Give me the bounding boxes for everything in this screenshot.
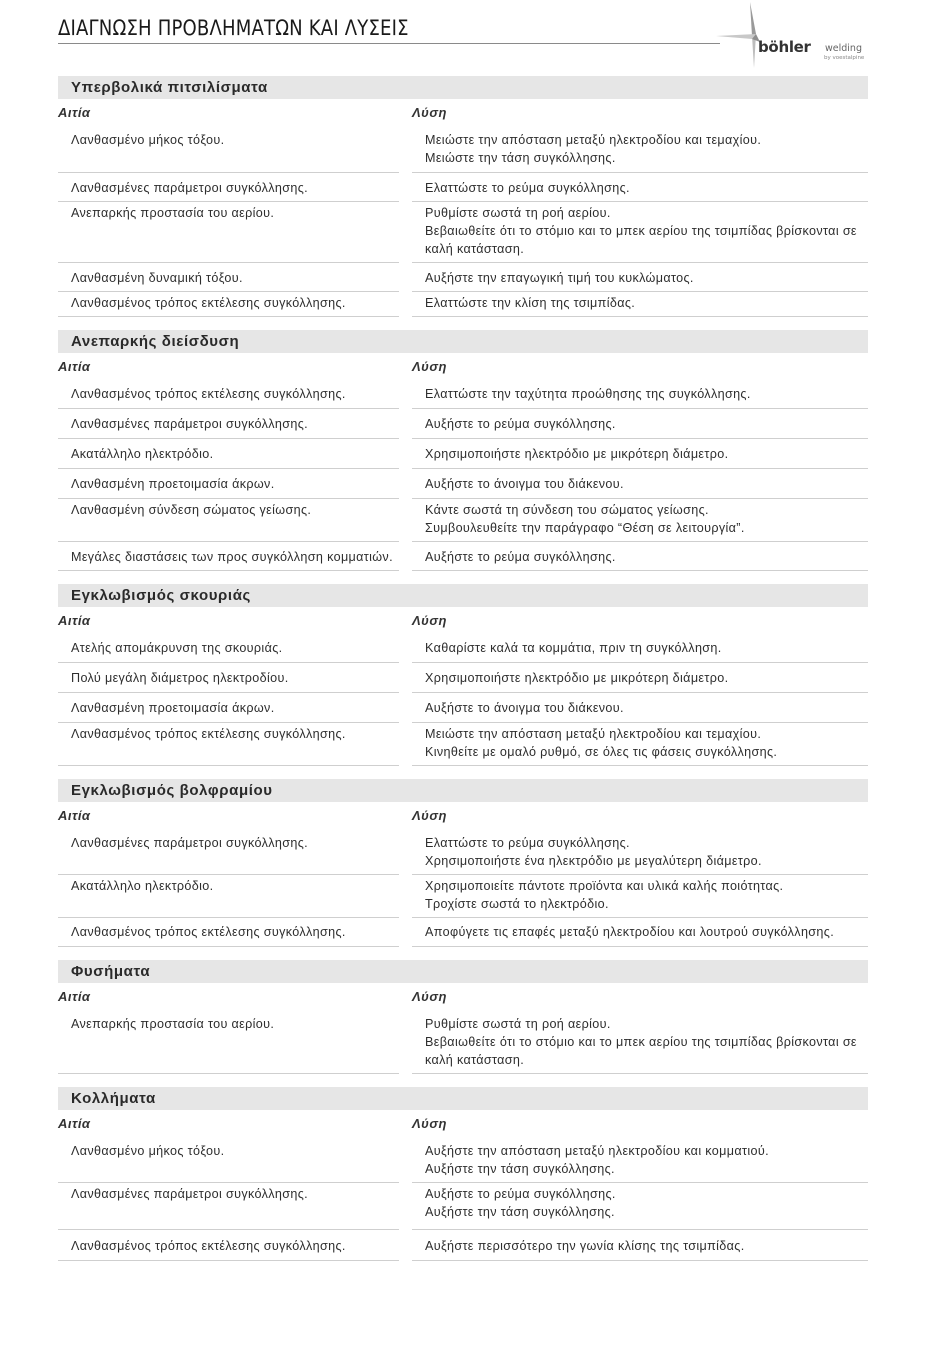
table-row — [58, 918, 868, 947]
cause-cell — [58, 263, 399, 292]
solution-cell — [412, 263, 868, 292]
cause-cell-text: Ανεπαρκής προστασία του αερίου. — [71, 206, 275, 220]
cause-cell — [58, 633, 399, 663]
table-row — [58, 633, 868, 663]
solution-cell-text: Αυξήστε το ρεύμα συγκόλλησης. — [425, 417, 616, 431]
solution-cell — [412, 1136, 868, 1183]
table-row — [58, 1183, 868, 1230]
cause-column-header: Αιτία — [58, 358, 91, 374]
solution-cell-text: Αυξήστε την επαγωγική τιμή του κυκλώματος. — [425, 271, 694, 285]
cause-cell-text: Λανθασμένος τρόπος εκτέλεσης συγκόλλησης. — [71, 296, 346, 310]
cause-cell-text: Λανθασμένη προετοιμασία άκρων. — [71, 477, 275, 491]
cause-cell-text: Ακατάλληλο ηλεκτρόδιο. — [71, 447, 214, 461]
cause-cell — [58, 723, 399, 766]
logo-suffix: welding — [825, 43, 862, 54]
solution-cell-text: Βεβαιωθείτε ότι το στόμιο και το μπεκ αερίου της τσιμπίδας βρίσκονται σε καλή κατάσταση. — [425, 224, 857, 256]
solution-cell-text: Συμβουλευθείτε την παράγραφο “Θέση σε λειτουργία”. — [425, 521, 745, 535]
solution-cell-text: Αυξήστε το ρεύμα συγκόλλησης. — [425, 1187, 616, 1201]
table-row — [58, 173, 868, 202]
solution-cell-text: Ρυθμίστε σωστά τη ροή αερίου. — [425, 206, 611, 220]
column-headers — [58, 607, 868, 633]
solution-cell-text: Κάντε σωστά τη σύνδεση του σώματος γείωσης. — [425, 503, 709, 517]
solution-cell-text: Καθαρίστε καλά τα κομμάτια, πριν τη συγκόλληση. — [425, 641, 722, 655]
solution-cell — [412, 202, 868, 263]
solution-cell — [412, 379, 868, 409]
solution-cell — [412, 1230, 868, 1261]
solution-cell — [412, 693, 868, 723]
cause-cell-text: Λανθασμένες παράμετροι συγκόλλησης. — [71, 836, 308, 850]
problem-section — [58, 330, 868, 571]
solution-column-header: Λύση — [412, 358, 447, 374]
solution-column-header: Λύση — [412, 104, 447, 120]
solution-cell — [412, 439, 868, 469]
solution-cell-text: Αυξήστε την τάση συγκόλλησης. — [425, 1162, 615, 1176]
cause-cell — [58, 409, 399, 439]
column-headers — [58, 802, 868, 828]
solution-cell-text: Μειώστε την απόσταση μεταξύ ηλεκτροδίου και τεμαχίου. — [425, 133, 762, 147]
solution-cell-text: Μειώστε την απόσταση μεταξύ ηλεκτροδίου και τεμαχίου. — [425, 727, 762, 741]
column-headers — [58, 353, 868, 379]
cause-cell-text: Ακατάλληλο ηλεκτρόδιο. — [71, 879, 214, 893]
solution-cell-text: Χρησιμοποιήστε ηλεκτρόδιο με μικρότερη διάμετρο. — [425, 671, 729, 685]
section-title: Εγκλωβισμός βολφραμίου — [58, 779, 868, 802]
problem-section — [58, 960, 868, 1074]
solution-cell-text: Ελαττώστε το ρεύμα συγκόλλησης. — [425, 181, 630, 195]
solution-cell-text: Ελαττώστε την κλίση της τσιμπίδας. — [425, 296, 636, 310]
cause-cell-text: Λανθασμένος τρόπος εκτέλεσης συγκόλλησης. — [71, 925, 346, 939]
section-title: Εγκλωβισμός σκουριάς — [58, 584, 868, 607]
table-row — [58, 663, 868, 693]
cause-cell-text: Λανθασμένο μήκος τόξου. — [71, 133, 225, 147]
solution-column-header: Λύση — [412, 1115, 447, 1131]
solution-cell-text: Αυξήστε το ρεύμα συγκόλλησης. — [425, 550, 616, 564]
solution-cell — [412, 723, 868, 766]
cause-column-header: Αιτία — [58, 988, 91, 1004]
table-row — [58, 828, 868, 875]
cause-cell — [58, 202, 399, 263]
cause-cell-text: Ατελής απομάκρυνση της σκουριάς. — [71, 641, 283, 655]
solution-cell-text: Χρησιμοποιήστε ηλεκτρόδιο με μικρότερη διάμετρο. — [425, 447, 729, 461]
solution-cell-text: Χρησιμοποιήστε ένα ηλεκτρόδιο με μεγαλύτερη διάμετρο. — [425, 854, 762, 868]
table-row — [58, 439, 868, 469]
solution-cell-text: Αυξήστε την τάση συγκόλλησης. — [425, 1205, 615, 1219]
table-row — [58, 499, 868, 542]
solution-cell — [412, 918, 868, 947]
cause-cell — [58, 379, 399, 409]
solution-column-header: Λύση — [412, 612, 447, 628]
table-row — [58, 469, 868, 499]
solution-cell-text: Αυξήστε το άνοιγμα του διάκενου. — [425, 701, 624, 715]
cause-cell-text: Λανθασμένες παράμετροι συγκόλλησης. — [71, 181, 308, 195]
cause-column-header: Αιτία — [58, 612, 91, 628]
cause-column-header: Αιτία — [58, 1115, 91, 1131]
solution-cell-text: Αυξήστε το άνοιγμα του διάκενου. — [425, 477, 624, 491]
table-row — [58, 1136, 868, 1183]
solution-cell-text: Κινηθείτε με ομαλό ρυθμό, σε όλες τις φάσεις συγκόλλησης. — [425, 745, 778, 759]
solution-cell-text: Αυξήστε την απόσταση μεταξύ ηλεκτροδίου και κομματιού. — [425, 1144, 769, 1158]
section-title: Κολλήματα — [58, 1087, 868, 1110]
solution-cell — [412, 1183, 868, 1230]
solution-cell — [412, 125, 868, 173]
cause-cell-text: Ανεπαρκής προστασία του αερίου. — [71, 1017, 275, 1031]
table-row — [58, 542, 868, 571]
problem-section — [58, 1087, 868, 1261]
cause-cell — [58, 439, 399, 469]
cause-cell-text: Μεγάλες διαστάσεις των προς συγκόλληση κομματιών. — [71, 550, 393, 564]
cause-cell — [58, 1009, 399, 1074]
title-divider — [58, 43, 720, 44]
solution-cell — [412, 828, 868, 875]
bohler-logo-icon — [712, 0, 872, 72]
section-title: Ανεπαρκής διείσδυση — [58, 330, 868, 353]
column-headers — [58, 99, 868, 125]
problem-section — [58, 779, 868, 947]
solution-cell — [412, 633, 868, 663]
solution-cell-text: Βεβαιωθείτε ότι το στόμιο και το μπεκ αερίου της τσιμπίδας βρίσκονται σε καλή κατάσταση. — [425, 1035, 857, 1067]
cause-cell-text: Λανθασμένες παράμετροι συγκόλλησης. — [71, 1187, 308, 1201]
cause-cell — [58, 292, 399, 317]
cause-cell-text: Λανθασμένη σύνδεση σώματος γείωσης. — [71, 503, 312, 517]
solution-cell-text: Ελαττώστε το ρεύμα συγκόλλησης. — [425, 836, 630, 850]
solution-cell-text: Ελαττώστε την ταχύτητα προώθησης της συγκόλλησης. — [425, 387, 751, 401]
solution-column-header: Λύση — [412, 988, 447, 1004]
solution-column-header: Λύση — [412, 807, 447, 823]
solution-cell — [412, 173, 868, 202]
table-row — [58, 409, 868, 439]
solution-cell-text: Τροχίστε σωστά το ηλεκτρόδιο. — [425, 897, 609, 911]
solution-cell-text: Αποφύγετε τις επαφές μεταξύ ηλεκτροδίου και λουτρού συγκόλλησης. — [425, 925, 835, 939]
logo-tagline: by voestalpine — [824, 55, 865, 61]
cause-cell — [58, 918, 399, 947]
column-headers — [58, 1110, 868, 1136]
cause-cell-text: Πολύ μεγάλη διάμετρος ηλεκτροδίου. — [71, 671, 289, 685]
cause-cell-text: Λανθασμένες παράμετροι συγκόλλησης. — [71, 417, 308, 431]
cause-cell — [58, 542, 399, 571]
cause-column-header: Αιτία — [58, 807, 91, 823]
solution-cell-text: Ρυθμίστε σωστά τη ροή αερίου. — [425, 1017, 611, 1031]
table-row — [58, 1009, 868, 1074]
cause-cell — [58, 499, 399, 542]
solution-cell — [412, 875, 868, 918]
cause-cell — [58, 1183, 399, 1230]
cause-cell — [58, 875, 399, 918]
table-row — [58, 693, 868, 723]
page-title: ΔΙΑΓΝΩΣΗ ΠΡΟΒΛΗΜΑΤΩΝ ΚΑΙ ΛΥΣΕΙΣ — [58, 16, 409, 40]
table-row — [58, 1230, 868, 1261]
solution-cell — [412, 499, 868, 542]
solution-cell — [412, 292, 868, 317]
table-row — [58, 292, 868, 317]
solution-cell — [412, 663, 868, 693]
cause-cell-text: Λανθασμένος τρόπος εκτέλεσης συγκόλλησης. — [71, 1239, 346, 1253]
logo-brand: böhler — [758, 38, 811, 56]
cause-cell — [58, 125, 399, 173]
cause-cell-text: Λανθασμένη προετοιμασία άκρων. — [71, 701, 275, 715]
solution-cell — [412, 1009, 868, 1074]
solution-cell-text: Χρησιμοποιείτε πάντοτε προϊόντα και υλικά καλής ποιότητας. — [425, 879, 784, 893]
cause-cell — [58, 1136, 399, 1183]
cause-cell — [58, 663, 399, 693]
problem-section — [58, 584, 868, 766]
cause-cell-text: Λανθασμένη δυναμική τόξου. — [71, 271, 243, 285]
table-row — [58, 263, 868, 292]
cause-cell — [58, 828, 399, 875]
cause-cell-text: Λανθασμένο μήκος τόξου. — [71, 1144, 225, 1158]
cause-column-header: Αιτία — [58, 104, 91, 120]
cause-cell — [58, 1230, 399, 1261]
cause-cell-text: Λανθασμένος τρόπος εκτέλεσης συγκόλλησης. — [71, 727, 346, 741]
cause-cell — [58, 469, 399, 499]
solution-cell — [412, 469, 868, 499]
table-row — [58, 875, 868, 918]
section-title: Υπερβολικά πιτσιλίσματα — [58, 76, 868, 99]
table-row — [58, 723, 868, 766]
cause-cell — [58, 693, 399, 723]
section-title: Φυσήματα — [58, 960, 868, 983]
table-row — [58, 379, 868, 409]
table-row — [58, 202, 868, 263]
cause-cell — [58, 173, 399, 202]
column-headers — [58, 983, 868, 1009]
problem-section — [58, 76, 868, 317]
solution-cell-text: Μειώστε την τάση συγκόλλησης. — [425, 151, 616, 165]
solution-cell — [412, 409, 868, 439]
troubleshooting-content — [58, 76, 868, 1274]
table-row — [58, 125, 868, 173]
cause-cell-text: Λανθασμένος τρόπος εκτέλεσης συγκόλλησης. — [71, 387, 346, 401]
solution-cell-text: Αυξήστε περισσότερο την γωνία κλίσης της τσιμπίδας. — [425, 1239, 745, 1253]
solution-cell — [412, 542, 868, 571]
